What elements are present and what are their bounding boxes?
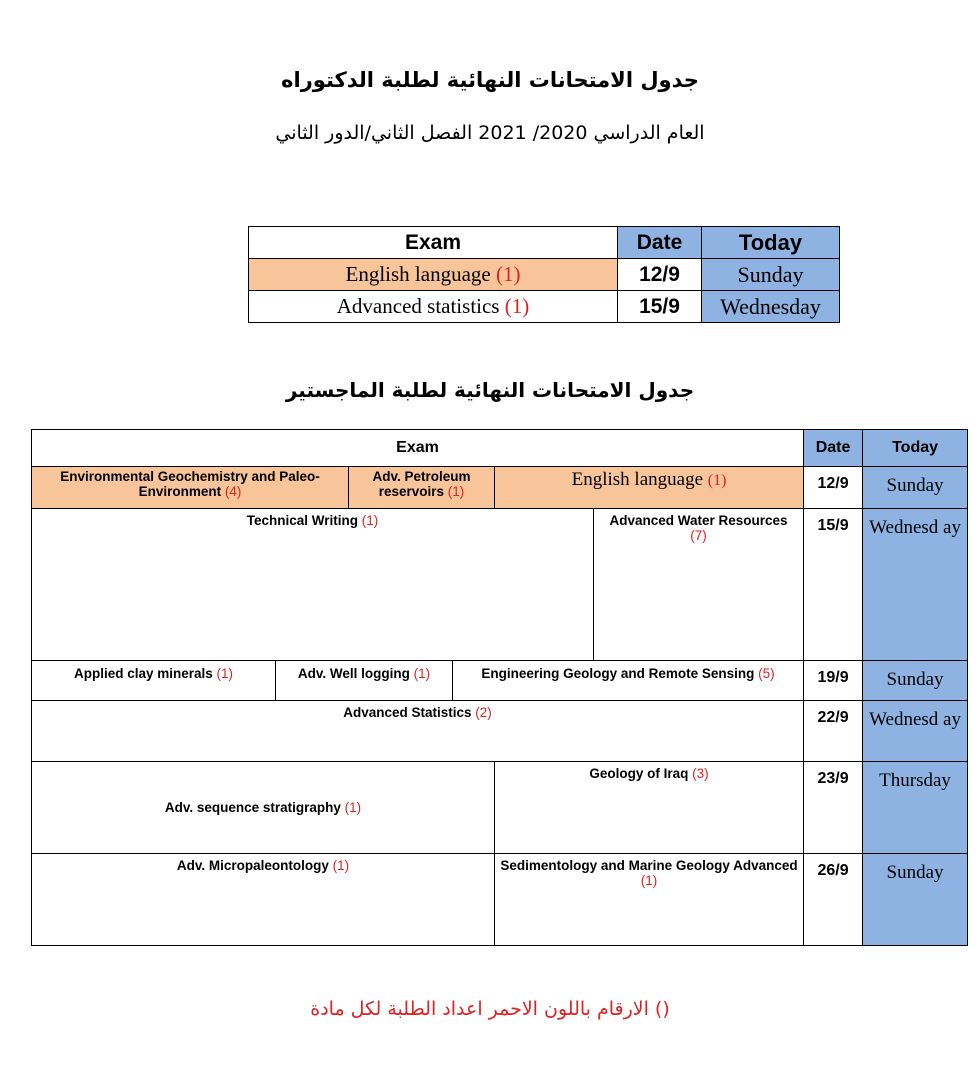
- student-count: (1): [413, 666, 431, 681]
- student-count: (1): [707, 472, 727, 489]
- student-count: (1): [640, 873, 658, 888]
- subject-name: Adv. Micropaleontology: [176, 858, 329, 873]
- student-count: (1): [216, 666, 234, 681]
- date-cell: 12/9: [618, 259, 702, 291]
- subject-name: Adv. Petroleum reservoirs: [372, 469, 471, 499]
- student-count: (7): [690, 528, 707, 543]
- date-cell: 22/9: [804, 701, 863, 762]
- date-header: Date: [618, 227, 702, 259]
- date-header: Date: [804, 430, 863, 467]
- exam-cell: [32, 509, 594, 661]
- subject-name: English language: [345, 262, 491, 286]
- exam-header: Exam: [32, 430, 804, 467]
- table-row: [32, 509, 968, 661]
- subject-name: Sedimentology and Marine Geology Advanced: [500, 858, 798, 873]
- subject-name: Environmental Geochemistry and Paleo-Environment: [60, 469, 320, 499]
- exam-cell: [495, 854, 804, 946]
- table-header-row: [249, 227, 840, 259]
- date-cell: 26/9: [804, 854, 863, 946]
- day-cell: Wednesday: [702, 291, 840, 323]
- exam-cell: [453, 661, 804, 701]
- date-cell: 19/9: [804, 661, 863, 701]
- subject-name: Geology of Iraq: [589, 766, 689, 781]
- subject-name: Technical Writing: [246, 513, 358, 528]
- exam-cell: [495, 467, 804, 509]
- student-count: (5): [758, 666, 775, 681]
- table-row: [32, 701, 968, 762]
- student-count: (1): [495, 262, 521, 286]
- date-cell: 12/9: [804, 467, 863, 509]
- table-row: [32, 661, 968, 701]
- student-count: (4): [224, 484, 242, 499]
- exam-cell: [32, 467, 349, 509]
- exam-cell: [32, 854, 495, 946]
- exam-cell: [32, 661, 276, 701]
- table-row: [249, 259, 840, 291]
- student-count: (2): [475, 705, 492, 720]
- subject-name: English language: [571, 469, 704, 490]
- subject-name: Advanced Statistics: [343, 705, 472, 720]
- exam-cell: [495, 762, 804, 854]
- student-count: (1): [361, 513, 379, 528]
- table-row: [249, 291, 840, 323]
- table-row: [32, 467, 968, 509]
- date-cell: 15/9: [618, 291, 702, 323]
- day-cell: Wednesd ay: [863, 701, 968, 762]
- student-count: (1): [344, 800, 362, 815]
- masters-title: جدول الامتحانات النهائية لطلبة الماجستير: [285, 378, 695, 402]
- exam-header: Exam: [249, 227, 618, 259]
- masters-exam-table: [31, 429, 968, 946]
- date-cell: 23/9: [804, 762, 863, 854]
- student-count: (1): [447, 484, 465, 499]
- day-header: Today: [863, 430, 968, 467]
- date-cell: 15/9: [804, 509, 863, 661]
- doctoral-title: جدول الامتحانات النهائية لطلبة الدكتوراه: [281, 68, 699, 92]
- subject-name: Adv. Well logging: [297, 666, 410, 681]
- student-count: (3): [692, 766, 709, 781]
- table-header-row: [32, 430, 968, 467]
- day-header: Today: [702, 227, 840, 259]
- exam-cell: [349, 467, 495, 509]
- exam-cell: [32, 762, 495, 854]
- doctoral-exam-table: [248, 226, 840, 323]
- table-row: [32, 854, 968, 946]
- day-cell: Sunday: [863, 467, 968, 509]
- day-cell: Sunday: [863, 854, 968, 946]
- exam-cell: [276, 661, 453, 701]
- exam-cell: [249, 259, 618, 291]
- day-cell: Sunday: [863, 661, 968, 701]
- subject-name: Engineering Geology and Remote Sensing: [481, 666, 755, 681]
- student-count: (1): [332, 858, 350, 873]
- exam-cell: [594, 509, 804, 661]
- day-cell: Thursday: [863, 762, 968, 854]
- student-count: (1): [504, 294, 530, 318]
- day-cell: Wednesd ay: [863, 509, 968, 661]
- subject-name: Adv. sequence stratigraphy: [164, 800, 341, 815]
- subject-name: Applied clay minerals: [73, 666, 213, 681]
- footer-note: () الارقام باللون الاحمر اعداد الطلبة لكل مادة: [310, 998, 670, 1020]
- subject-name: Advanced statistics: [336, 294, 500, 318]
- subject-name: Advanced Water Resources: [609, 513, 788, 528]
- day-cell: Sunday: [702, 259, 840, 291]
- exam-cell: [249, 291, 618, 323]
- exam-cell: [32, 701, 804, 762]
- table-row: [32, 762, 968, 854]
- academic-year-subtitle: العام الدراسي 2020/ 2021 الفصل الثاني/الدور الثاني: [275, 122, 705, 144]
